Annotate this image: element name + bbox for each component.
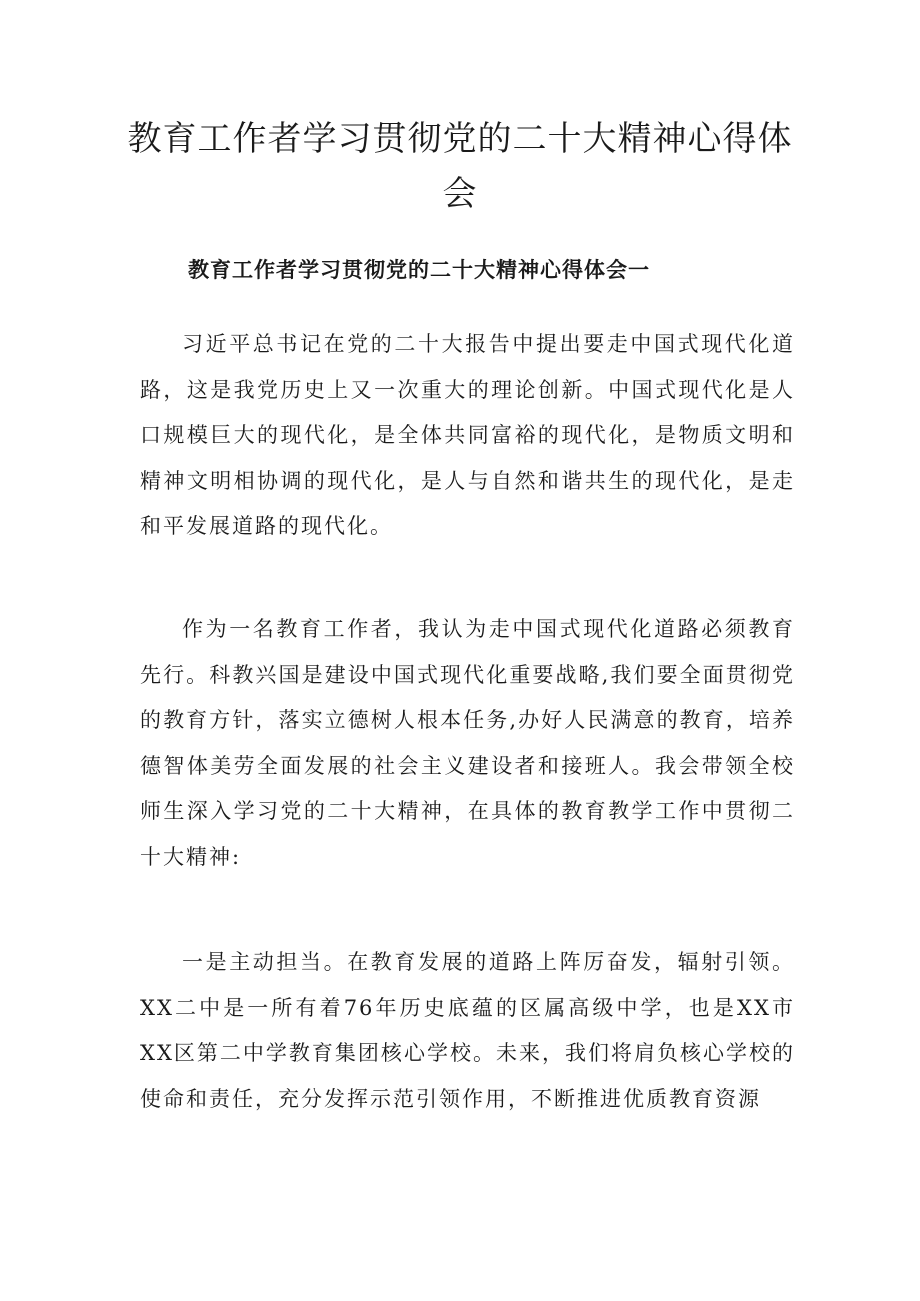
- document-title: 教育工作者学习贯彻党的二十大精神心得体会: [127, 119, 793, 214]
- paragraph-1: 习近平总书记在党的二十大报告中提出要走中国式现代化道路，这是我党历史上又一次重大的理论创新。中国式现代化是人口规模巨大的现代化，是全体共同富裕的现代化，是物质文明和精神文明相协调的现代化，是人与自然和谐共生的现代化，是走和平发展道路的现代化。: [140, 332, 795, 538]
- document-subtitle: 教育工作者学习贯彻党的二十大精神心得体会一: [188, 257, 650, 282]
- paragraph-3: 一是主动担当。在教育发展的道路上阵厉奋发，辐射引领。XX二中是一所有着76年历史底蕴的区属高级中学，也是XX市XX区第二中学教育集团核心学校。未来，我们将肩负核心学校的使命和责任，充分发挥示范引领作用，不断推进优质教育资源: [140, 950, 795, 1111]
- paragraph-2: 作为一名教育工作者，我认为走中国式现代化道路必须教育先行。科教兴国是建设中国式现代化重要战略,我们要全面贯彻党的教育方针，落实立德树人根本任务,办好人民满意的教育，培养德智体美劳全面发展的社会主义建设者和接班人。我会带领全校师生深入学习党的二十大精神，在具体的教育教学工作中贯彻二十大精神:: [140, 617, 795, 869]
